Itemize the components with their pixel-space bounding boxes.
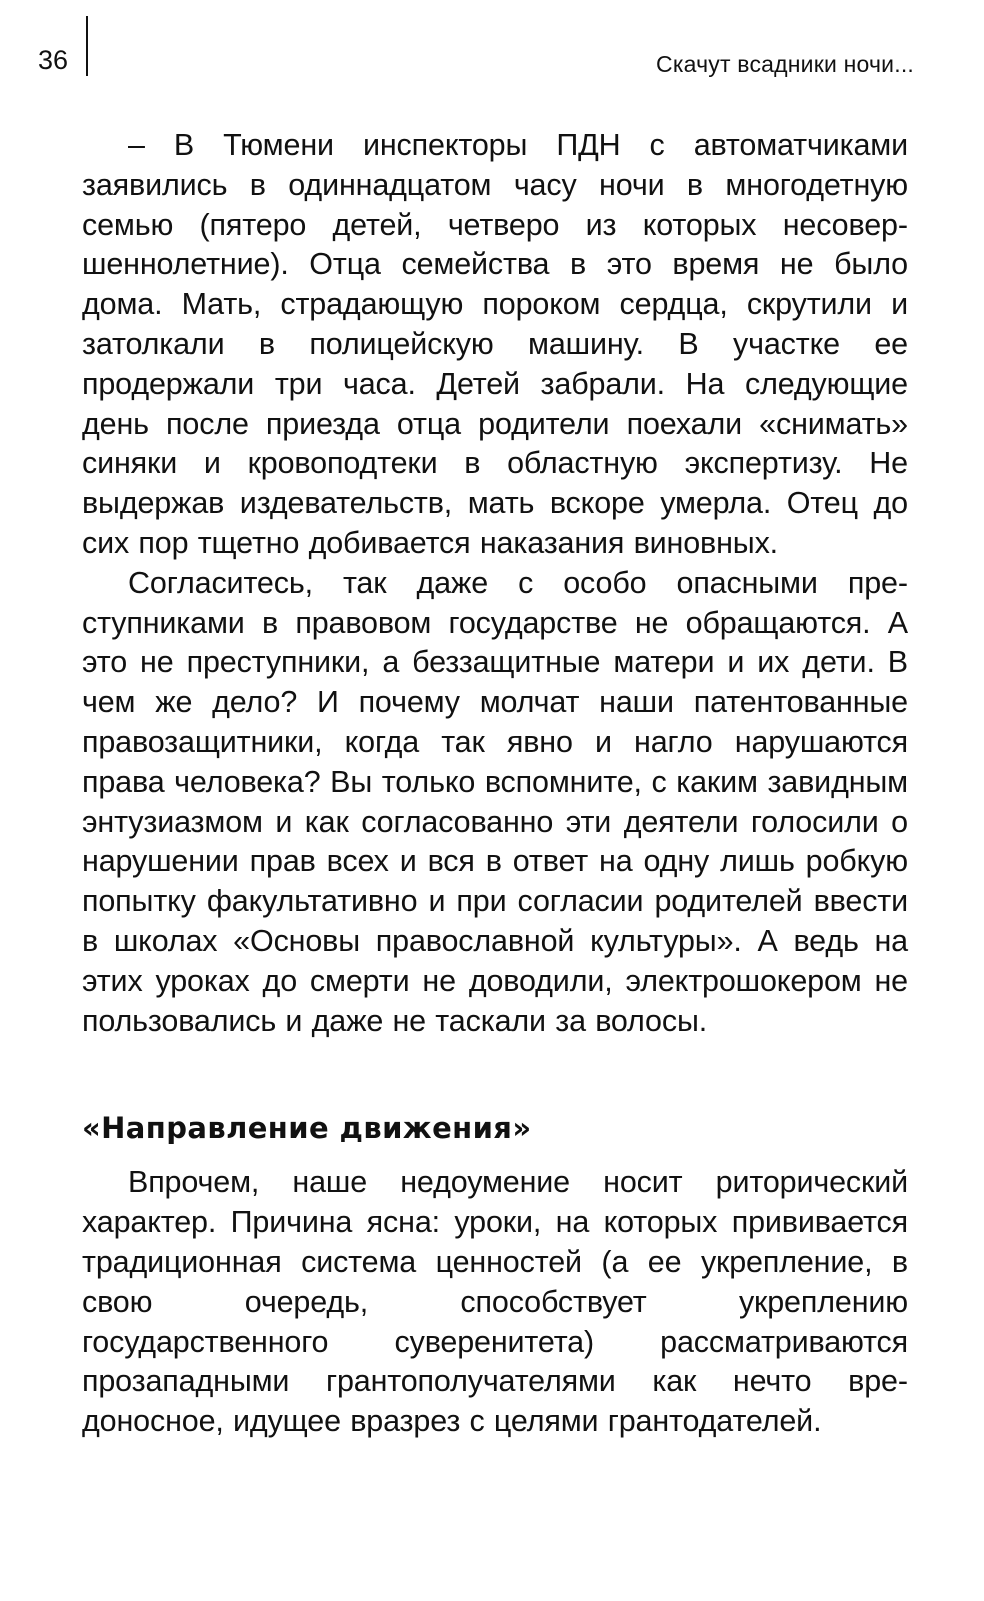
paragraph-3: Впрочем, наше недоумение носит риторический характер. Причина ясна: уроки, на которых прививается традиционная система ценностей (а ее укрепление, в свою очередь, способствует укреплению государственного суверенитета) рассматриваются прозападными грантополучателями как нечто вредоносное, идущее вразрез с целями грантодателей. <box>82 1165 908 1439</box>
page-number: 36 <box>38 45 69 75</box>
section-heading: «Направление движения» <box>82 1111 532 1146</box>
header-divider <box>86 16 88 76</box>
page-header <box>38 44 914 80</box>
paragraph-2: Согласитесь, так даже с особо опасными преступниками в правовом государстве не обращаются. А это не преступники, а беззащитные матери и их дети. В чем же дело? И почему молчат наши патентованные правозащитники, когда так явно и нагло нарушаются права человека? Вы только вспомните, с каким завидным энтузиазмом и как согласованно эти деятели голосили о нарушении прав всех и вся в ответ на одну лишь робкую попытку факультативно и при согласии родителей ввести в школах «Основы православной культуры». А ведь на этих уроках до смерти не доводили, электрошокером не пользовались и даже не таскали за волосы. <box>82 565 908 1038</box>
paragraph-1: – В Тюмени инспекторы ПДН с автоматчиками заявились в одиннадцатом часу ночи в многодетную семью (пятеро детей, четверо из которых несовершеннолетние). Отца семейства в это время не было дома. Мать, страдающую пороком сердца, скрутили и затолкали в полицейскую машину. В участке ее продержали три часа. Детей забрали. На следующие день после приезда отца родители поехали «снимать» синяки и кровоподтеки в областную экспертизу. Не выдержав издевательств, мать вскоре умерла. Отец до сих пор тщетно добивается наказания виновных. <box>82 128 908 560</box>
page-body <box>82 126 908 1442</box>
running-title: Скачут всадники ночи... <box>656 51 914 77</box>
